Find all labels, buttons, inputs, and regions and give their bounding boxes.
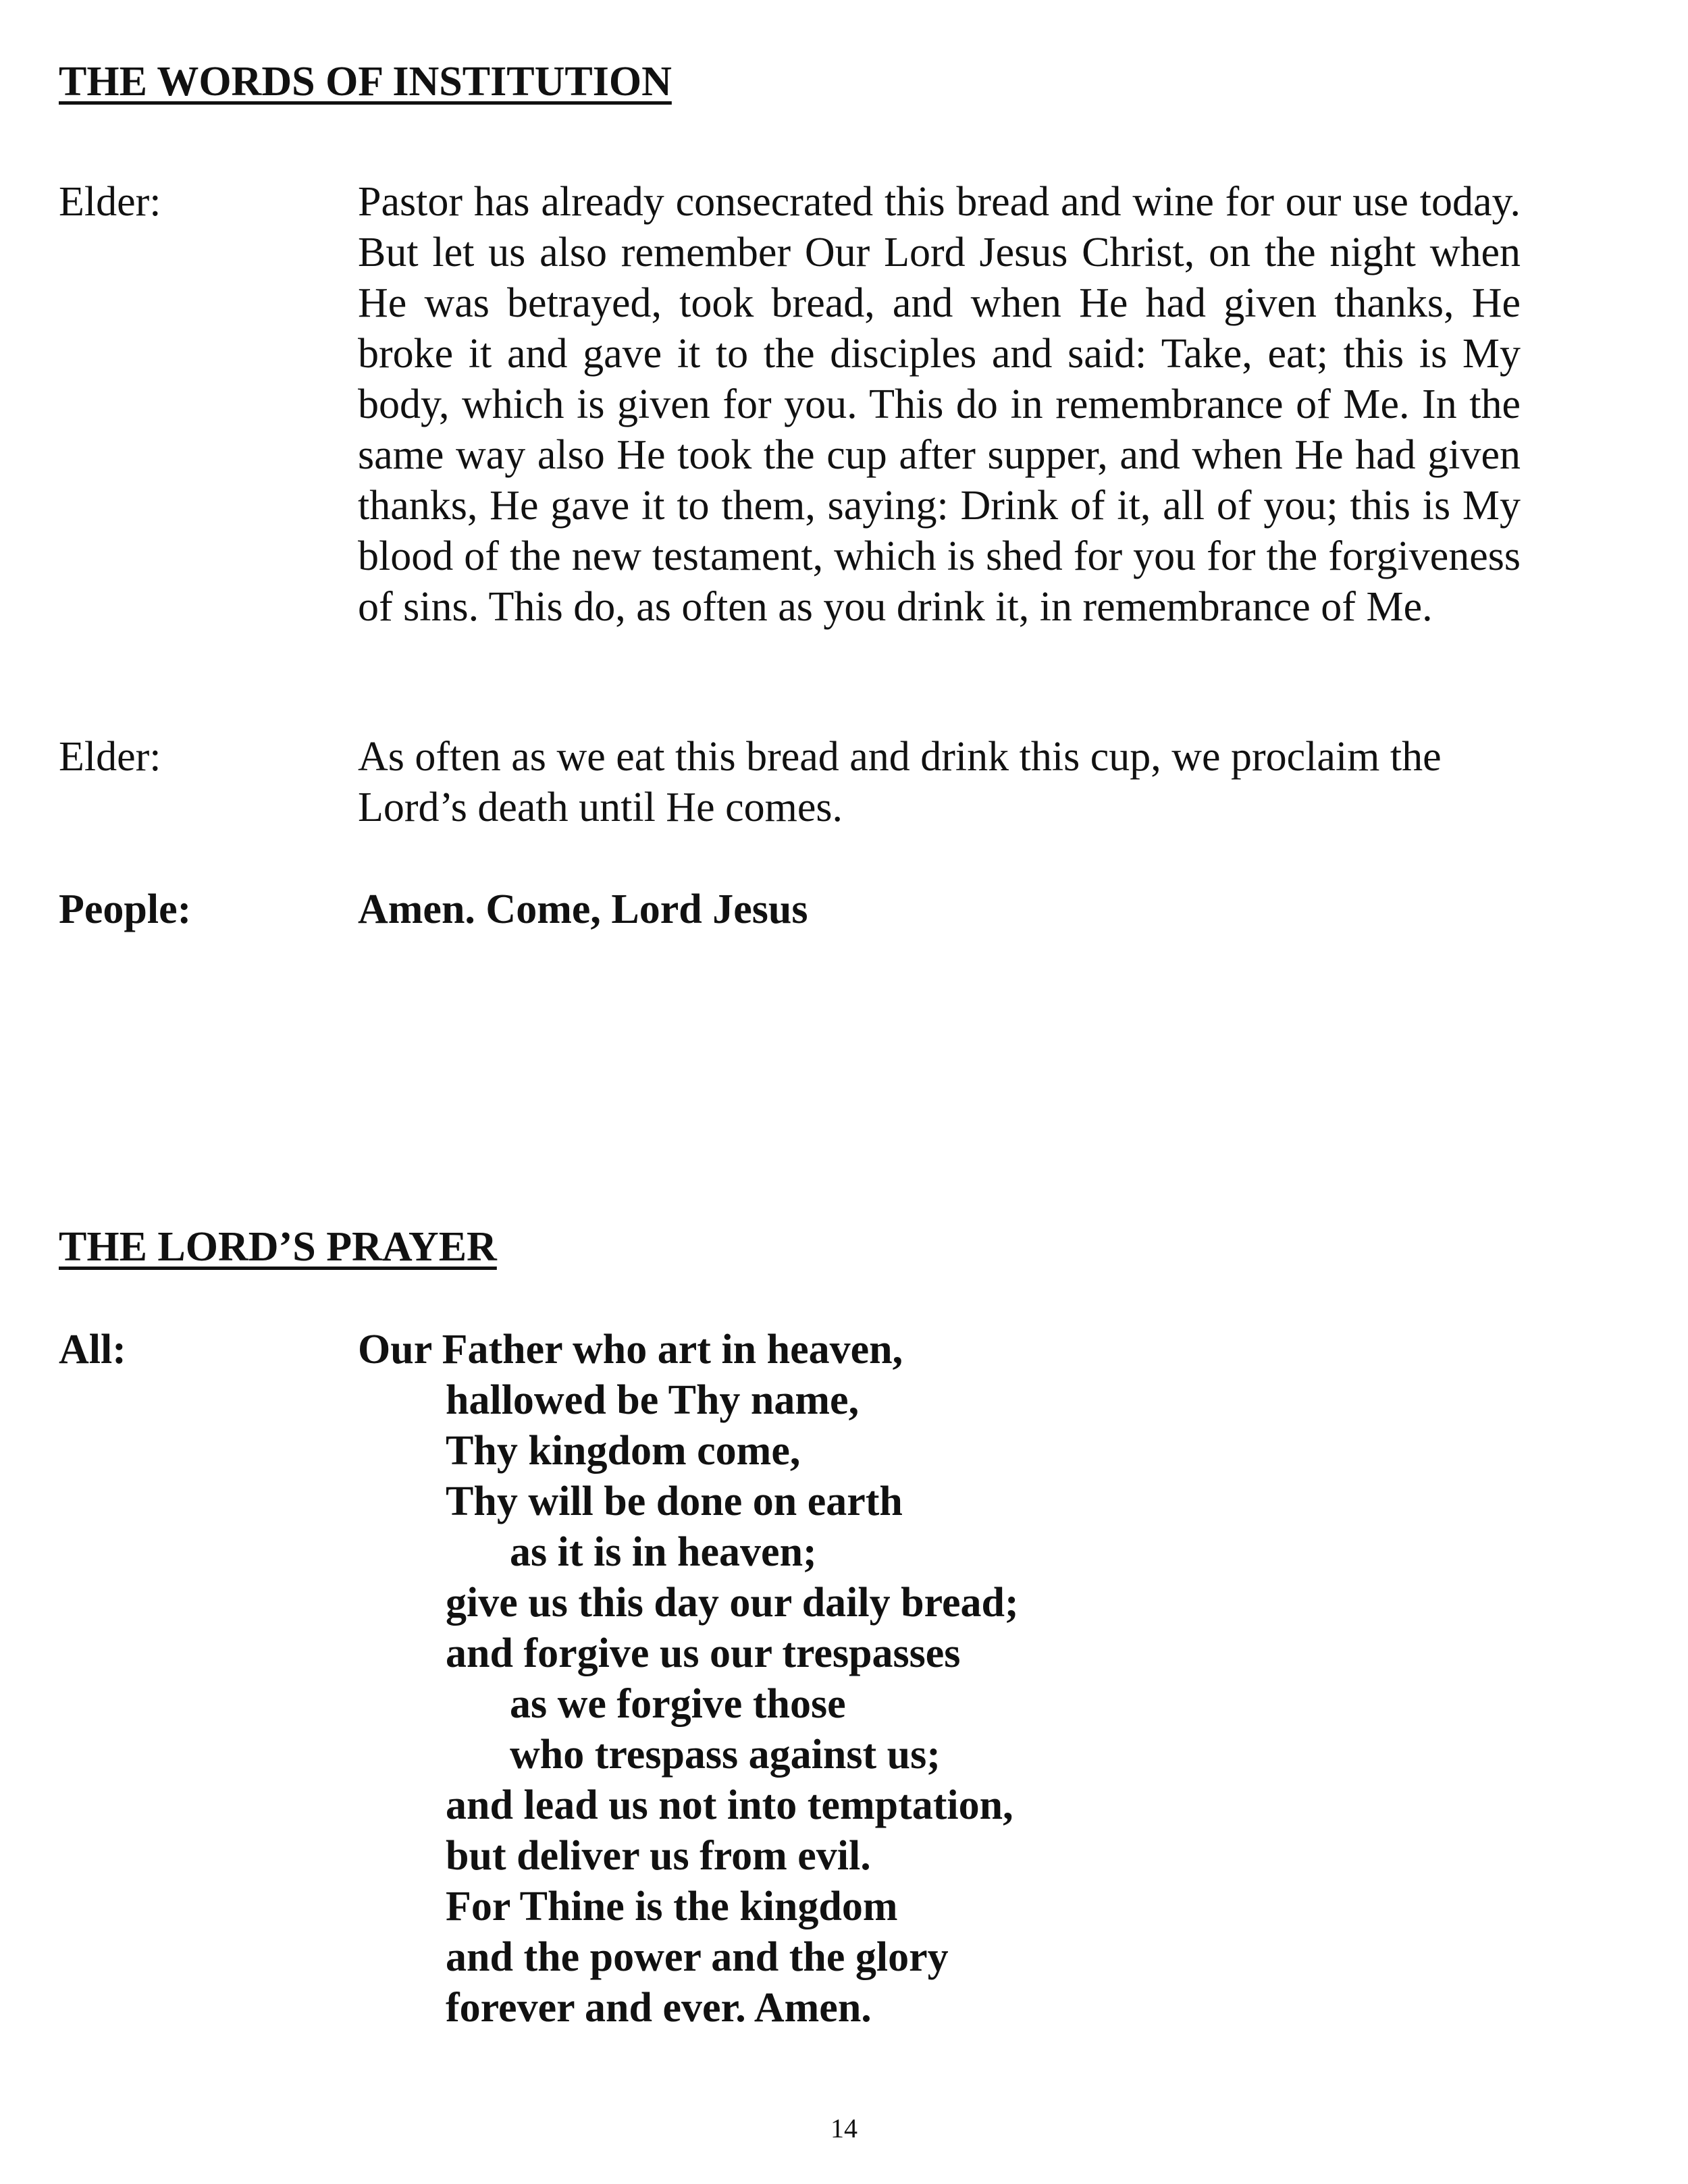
people-response-text: Amen. Come, Lord Jesus [358, 886, 808, 932]
prayer-line: and the power and the glory [446, 1934, 949, 1980]
speaker-label-elder: Elder: [59, 179, 161, 225]
prayer-line: forever and ever. Amen. [446, 1985, 872, 2031]
page-number: 14 [830, 2113, 858, 2143]
prayer-line: Thy will be done on earth [446, 1479, 903, 1524]
prayer-line: For Thine is the kingdom [446, 1884, 898, 1929]
prayer-line: but deliver us from evil. [446, 1833, 871, 1879]
speaker-label-all: All: [59, 1327, 126, 1373]
lords-prayer-text [358, 1325, 1019, 2033]
words-of-institution-text: Pastor has already consecrated this bread and wine for our use today. But let us also remember Our Lord Jesus Christ, on the night when He was betrayed, took bread, and when He had given thanks, He broke it and gave it to the disciples and said: Take, eat; this is My body, which is given for you. This do in remembrance of Me. In the same way also He took the cup after supper, and when He had given thanks, He gave it to them, saying: Drink of it, all of you; this is My blood of the new testament, which is shed for you for the forgiveness of sins. This do, as often as you drink it, in remembrance of Me. [358, 179, 1521, 630]
proclamation-line-2: Lord’s death until He comes. [358, 784, 843, 830]
prayer-line: who trespass against us; [510, 1732, 941, 1778]
prayer-line: as it is in heaven; [510, 1529, 817, 1575]
proclamation-line-1: As often as we eat this bread and drink this cup, we proclaim the [358, 734, 1442, 780]
prayer-line: hallowed be Thy name, [446, 1377, 860, 1423]
prayer-line: give us this day our daily bread; [446, 1580, 1019, 1626]
prayer-line: Our Father who art in heaven, [358, 1327, 903, 1373]
section-heading-lords-prayer: THE LORD’S PRAYER [59, 1224, 497, 1270]
proclamation-text [358, 732, 1442, 833]
prayer-line: Thy kingdom come, [446, 1428, 801, 1474]
prayer-line: as we forgive those [510, 1681, 846, 1727]
section-heading-words-of-institution: THE WORDS OF INSTITUTION [59, 59, 672, 105]
prayer-line: and forgive us our trespasses [446, 1630, 961, 1676]
speaker-label-people: People: [59, 886, 192, 932]
speaker-label-elder-2: Elder: [59, 734, 161, 780]
prayer-line: and lead us not into temptation, [446, 1782, 1013, 1828]
